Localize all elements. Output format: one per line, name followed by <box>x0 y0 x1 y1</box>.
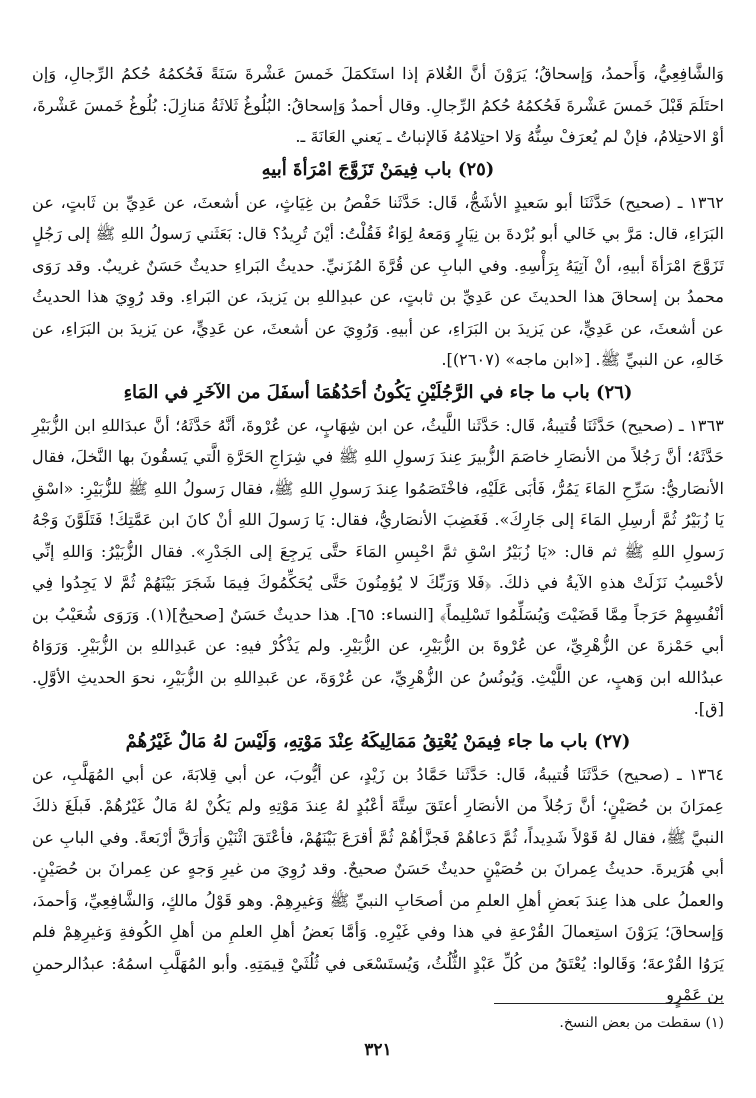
page-number: ٣٢١ <box>364 1040 392 1060</box>
hadith-1363: ١٣٦٣ ـ (صحيح) حَدَّثَنَا قُتيبةُ، قَال: حَدَّثَنا اللَّيثُ، عن ابن شِهَابٍ، عن عُرْوةَ، أنَّهُ حَدَّثَهُ؛ أنَّ عبدَاللهِ ابن الزُّبَيْرِ حَدَّثَهُ؛ أنَّ رَجُلاً من الأنصَارِ خاصَمَ الزُّبيرَ عِندَ رَسولِ اللهِ ﷺ في شِرَاجِ الحَرَّةِ الَّتي يَسقُونَ بها النَّخلَ، فقال الأنصَاريُّ: سَرِّحِ المَاءَ يَمُرُّ، فَأبَى عَلَيْهِ، فاخْتَصَمُوا عِندَ رَسولِ اللهِ ﷺ، فقال رَسولُ اللهِ ﷺ للزُّبَيْرِ: «اسْقِ يَا زُبَيْرُ ثُمَّ أرسِلِ المَاءَ إلى جَارِكَ». فَغَضِبَ الأنصَاريُّ، فقال: يَا رَسولَ اللهِ أنْ كانَ ابن عَمَّتِكَ! فَتَلَوَّنَ وَجْهُ رَسولِ اللهِ ﷺ ثم قال: «يَا زُبَيْرُ اسْقِ ثمَّ احْبِسِ المَاءَ حتَّى يَرجِعَ إلى الجَدْرِ». فقال الزُّبَيْرُ: وَاللهِ إنِّي لأحْسِبُ نَزَلَتْ هذهِ الآيةُ في ذلكَ. ﴿فَلا وَرَبِّكَ لا يُؤمِنُونَ حَتَّى يُحَكِّمُوكَ فِيمَا شَجَرَ بَيْنَهُمْ ثُمَّ لا يَجِدُوا فِي أنْفُسِهِمْ حَرَجاً مِمَّا قَضَيْتَ وَيُسَلِّمُوا تَسْلِيماً﴾ [النساء: ٦٥]. هذا حديثٌ حَسَنٌ [صحيحٌ](١). وَرَوَى شُعَيْبُ بن أبي حَمْزةَ عن الزُّهْرِيِّ، عن عُرْوةَ بن الزُّبَيْرِ، عن الزُّبَيْرِ. ولم يَذْكُرْ فيهِ: عن عَبدِاللهِ بن الزُّبَيْرِ. وَرَوَاهُ عبدُالله ابن وَهبٍ، عن اللَّيْثِ. وَيُونُسُ عن الزُّهْرِيِّ، عن عُرْوَةَ، عن عَبدِاللهِ بن الزُّبَيْرِ، نحوَ الحديثِ الأوَّلِ. [ق]. <box>32 415 724 718</box>
hadith-1364: ١٣٦٤ ـ (صحيح) حَدَّثَنَا قُتيبةُ، قَال: حَدَّثَنا حَمَّادُ بن زَيْدٍ، عن أيُّوبَ، عن أبي قِلابَةَ، عن أبي المُهَلَّبِ، عن عِمرَانَ بن حُصَيْنٍ؛ أنَّ رَجُلاً من الأنصَارِ أعتَقَ سِتَّةَ أعْبُدٍ لهُ عِندَ مَوْتِهِ ولم يَكُنْ لهُ مَالٌ غَيْرُهُمْ. فَبلَغَ ذلكَ النبيَّ ﷺ، فقال لهُ قَوْلاً شَدِيداً، ثُمَّ دَعاهُمْ فَجزَّأهُمْ ثُمَّ أقرَعَ بَيْنَهُمْ، فأعْتَقَ اثْنَيْنِ وَأرَقَّ أرْبَعةً. وفي البابِ عن أبي هُرَيرةَ. حديثُ عِمرانَ بن حُصَيْنٍ حديثٌ حَسَنٌ صحيحٌ. وقد رُوِيَ من غيرِ وَجهٍ عن عِمرانَ بن حُصَيْنٍ. والعملُ على هذا عِندَ بَعضِ أهلِ العلمِ من أصحَابِ النبيِّ ﷺ وَغيرِهِمْ. وهو قَوْلُ مالكٍ، وَالشَّافِعِيِّ، وَأحمدَ، وَإسحاقَ؛ يَرَوْنَ استِعمالَ القُرْعةِ في هذا وفي غَيْرِهِ. وَأمَّا بَعضُ أهلِ العلمِ من أهلِ الكُوفةِ وَغيرِهِمْ فلم يَرَوُا القُرْعةَ؛ وَقَالوا: يُعْتَقُ من كُلِّ عَبْدٍ الثُّلُثُ، وَيُستَسْعَى في ثُلُثَيْ قِيمَتِهِ. وأبو المُهَلَّبِ اسمُهُ: عبدُالرحمنِ بن عَمْرٍو <box>32 764 724 1004</box>
chapter-heading-26: (٢٦) باب ما جاء في الرَّجُلَيْنِ يَكُونُ أحَدُهُمَا أسفَلَ من الآخَرِ في المَاءِ <box>123 381 633 403</box>
chapter-heading-27: (٢٧) باب ما جاء فِيمَنْ يُعْتِقُ مَمَالِيكَهُ عِنْدَ مَوْتِهِ، وَلَيْسَ لهُ مَالٌ غَيْرُهُمْ <box>125 730 631 752</box>
chapter-heading-25: (٢٥) باب فِيمَنْ تَزَوَّجَ امْرَأةَ أبيهِ <box>261 158 495 180</box>
page-content <box>32 58 724 1011</box>
footnote-divider <box>494 1003 724 1004</box>
intro-paragraph: وَالشَّافِعِيُّ، وَأَحمدُ، وَإسحاقُ؛ يَرَوْنَ أنَّ الغُلامَ إذا استَكمَلَ خَمسَ عَشْرةَ سَنَةً فَحُكمُهُ حُكمُ الرِّجالِ، وَإن احتَلَمَ قَبْلَ خَمسَ عَشْرةَ فَحُكمُهُ حُكمُ الرِّجالِ. وقال أحمدُ وَإسحاقُ: البُلُوغُ ثَلاثَةُ مَنازِلَ: بُلُوغُ خَمسَ عَشْرةَ، أوْ الاحتِلامُ، فإنْ لم يُعرَفْ سِنُّهُ وَلا احتِلامُهُ فَالإنباتُ ـ يَعني العَانَةَ ـ. <box>32 64 724 146</box>
hadith-1362: ١٣٦٢ ـ (صحيح) حَدَّثَنَا أبو سَعيدٍ الأشَجُّ، قَال: حَدَّثَنا حَفْصُ بن غِيَاثٍ، عن أشعثَ، عن عَدِيِّ بن ثَابتٍ، عن البَرَاءِ، قال: مَرَّ بي خَالي أبو بُرْدةَ بن نِيَارٍ وَمَعهُ لِوَاءٌ فَقُلْتُ: أيْنَ تُرِيدُ؟ قال: بَعَثَني رَسولُ اللهِ ﷺ إلى رَجُلٍ تَزَوَّجَ امْرَأةَ أبيهِ، أنْ آتِيَهُ بِرَأْسِهِ. وفي البابِ عن قُرَّةَ المُزَنيِّ. حديثُ البَراءِ حديثٌ حَسَنٌ غريبٌ. وقد رَوَى محمدُ بن إسحاقَ هذا الحديثَ عن عَدِيِّ بن ثابتٍ، عن عبدِاللهِ بن يَزيدَ، عن البَراءِ. وقد رُوِيَ هذا الحديثُ عن أشعثَ، عن عَدِيٍّ، عن يَزيدَ بن البَرَاءِ، عن أبيهِ. وَرُوِيَ عن أشعثَ، عن عَدِيٍّ، عن يَزيدَ بن البَرَاءِ، عن خَالهِ، عن النبيِّ ﷺ. [«ابن ماجه» (٢٦٠٧)]. <box>32 192 724 369</box>
footnote: (١) سقطت من بعض النسخ. <box>559 1015 724 1031</box>
